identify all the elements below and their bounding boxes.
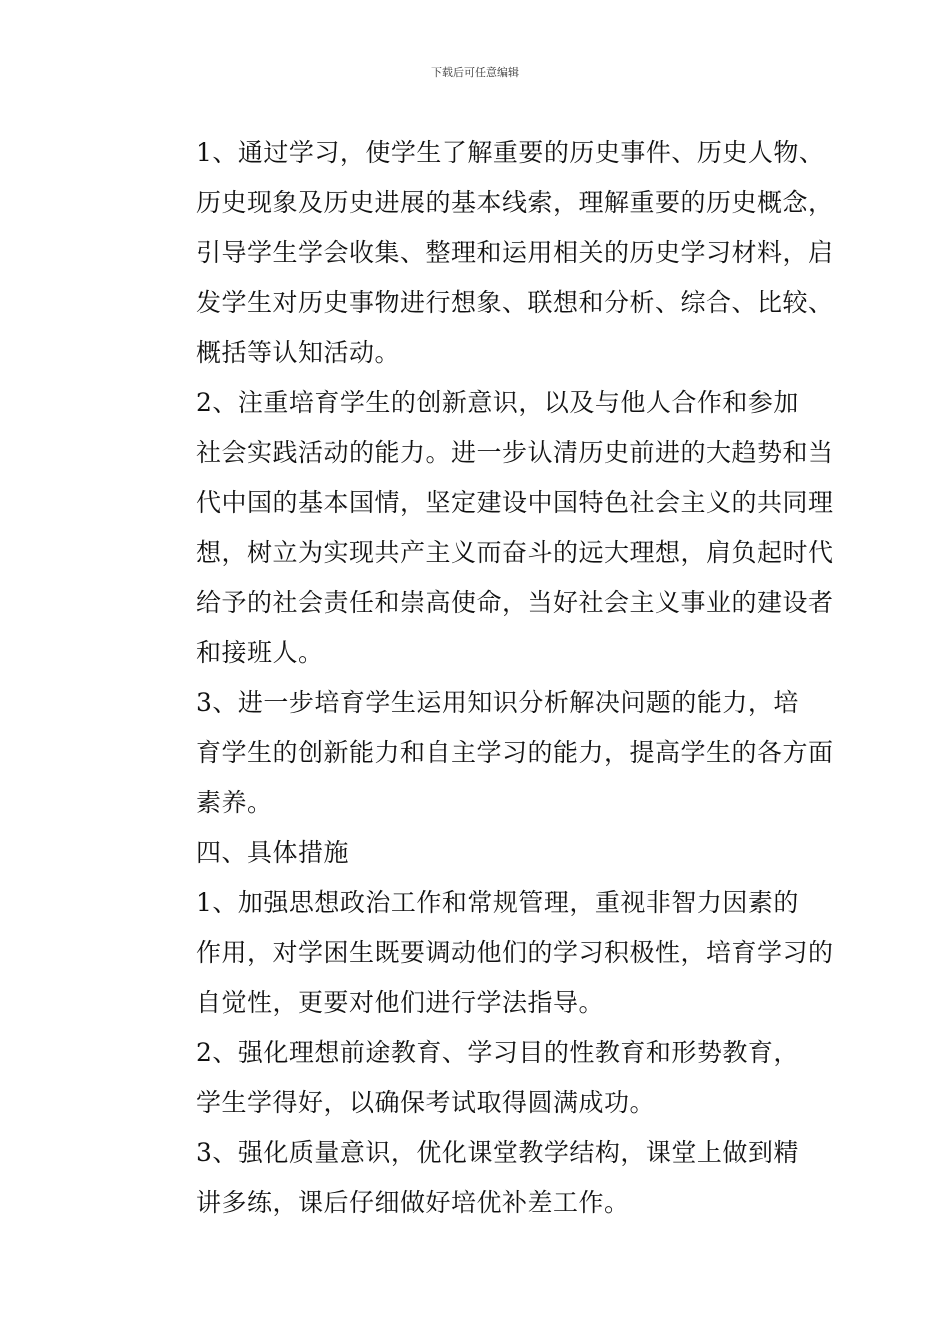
section-heading-text: 四、具体措施 <box>196 838 350 867</box>
text-line: 给予的社会责任和崇高使命，当好社会主义事业的建设者 <box>196 588 834 617</box>
text-line: 社会实践活动的能力。进一步认清历史前进的大趋势和当 <box>196 438 834 467</box>
text-line: 想，树立为实现共产主义而奋斗的远大理想，肩负起时代 <box>196 538 834 567</box>
text-line: 发学生对历史事物进行想象、联想和分析、综合、比较、 <box>196 288 834 317</box>
text-line: 3、强化质量意识，优化课堂教学结构，课堂上做到精 <box>196 1138 799 1167</box>
text-line: 和接班人。 <box>196 638 324 667</box>
text-line: 2、强化理想前途教育、学习目的性教育和形势教育， <box>196 1038 799 1067</box>
paragraph-goal-2 <box>146 378 834 678</box>
text-line: 引导学生学会收集、整理和运用相关的历史学习材料，启 <box>196 238 834 267</box>
text-line: 代中国的基本国情，坚定建设中国特色社会主义的共同理 <box>196 488 834 517</box>
text-line: 概括等认知活动。 <box>196 338 401 367</box>
document-body <box>146 128 834 1228</box>
page-header-note: 下载后可任意编辑 <box>431 66 519 79</box>
text-line: 1、通过学习，使学生了解重要的历史事件、历史人物、 <box>196 138 825 167</box>
text-line: 2、注重培育学生的创新意识，以及与他人合作和参加 <box>196 388 799 417</box>
paragraph-goal-1 <box>146 128 834 378</box>
text-line: 1、加强思想政治工作和常规管理，重视非智力因素的 <box>196 888 799 917</box>
text-line: 3、进一步培育学生运用知识分析解决问题的能力，培 <box>196 688 799 717</box>
paragraph-goal-3 <box>146 678 834 828</box>
paragraph-measure-1 <box>146 878 834 1028</box>
section-heading-measures <box>146 828 826 878</box>
text-line: 作用，对学困生既要调动他们的学习积极性，培育学习的 <box>196 938 834 967</box>
text-line: 育学生的创新能力和自主学习的能力，提高学生的各方面 <box>196 738 834 767</box>
paragraph-measure-2 <box>146 1028 826 1128</box>
paragraph-measure-3 <box>146 1128 826 1228</box>
text-line: 讲多练，课后仔细做好培优补差工作。 <box>196 1188 630 1217</box>
text-line: 自觉性，更要对他们进行学法指导。 <box>196 988 605 1017</box>
text-line: 素养。 <box>196 788 273 817</box>
text-line: 历史现象及历史进展的基本线索，理解重要的历史概念， <box>196 188 834 217</box>
text-line: 学生学得好，以确保考试取得圆满成功。 <box>196 1088 656 1117</box>
